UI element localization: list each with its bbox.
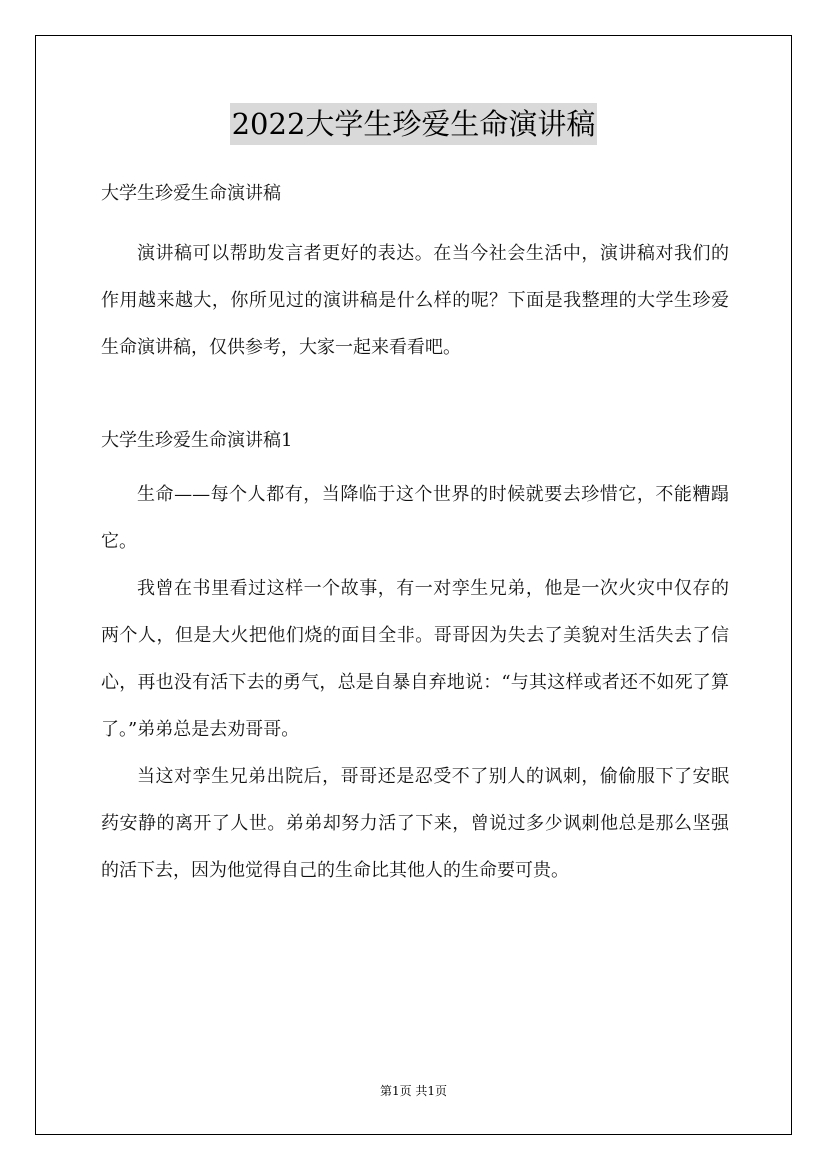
- document-title: 2022大学生珍爱生命演讲稿: [230, 103, 598, 145]
- body-paragraph: 当这对孪生兄弟出院后，哥哥还是忍受不了别人的讽刺，偷偷服下了安眠药安静的离开了人世。弟弟却努力活了下来，曾说过多少讽刺他总是那么坚强的活下去，因为他觉得自己的生命比其他人的生命要可贵。: [101, 766, 729, 881]
- document-body: [101, 176, 729, 894]
- intro-paragraph: 演讲稿可以帮助发言者更好的表达。在当今社会生活中，演讲稿对我们的作用越来越大，你所见过的演讲稿是什么样的呢？下面是我整理的大学生珍爱生命演讲稿，仅供参考，大家一起来看看吧。: [101, 243, 729, 358]
- spacer: [101, 371, 729, 423]
- intro-heading: 大学生珍爱生命演讲稿: [101, 183, 281, 204]
- body-paragraph: 我曾在书里看过这样一个故事，有一对孪生兄弟，他是一次火灾中仅存的两个人，但是大火把他们烧的面目全非。哥哥因为失去了美貌对生活失去了信心，再也没有活下去的勇气，总是自暴自弃地说：“与其这样或者还不如死了算了。”弟弟总是去劝哥哥。: [101, 578, 729, 740]
- page-footer: [0, 1082, 827, 1100]
- body-paragraph: 生命——每个人都有，当降临于这个世界的时候就要去珍惜它，不能糟蹋它。: [101, 484, 729, 552]
- page-number: 第1页 共1页: [379, 1084, 448, 1098]
- spacer: [101, 459, 729, 471]
- spacer: [101, 212, 729, 230]
- section-heading: 大学生珍爱生命演讲稿1: [101, 430, 293, 451]
- title-wrap: [0, 103, 827, 145]
